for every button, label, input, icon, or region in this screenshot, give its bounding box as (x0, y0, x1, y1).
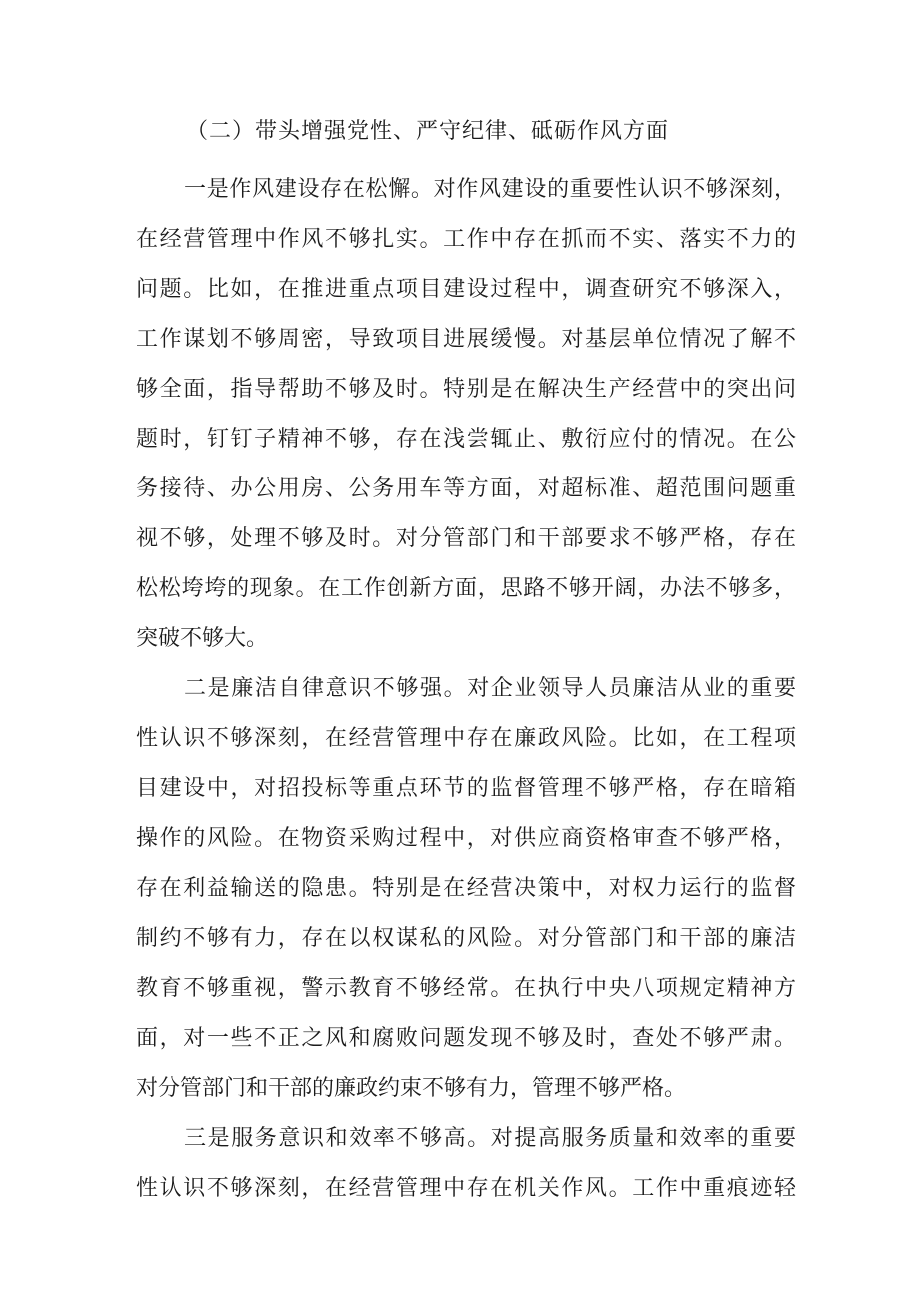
paragraph-1-line: 务接待、办公用房、公务用车等方面，对超标准、超范围问题重 (136, 476, 796, 501)
paragraph-2-line: 操作的风险。在物资采购过程中，对供应商资格审查不够严格， (136, 826, 796, 851)
paragraph-3-line: 三是服务意识和效率不够高。对提高服务质量和效率的重要 (184, 1126, 796, 1151)
paragraph-1-line: 工作谋划不够周密，导致项目进展缓慢。对基层单位情况了解不 (136, 327, 796, 352)
paragraph-1-line: 在经营管理中作风不够扎实。工作中存在抓而不实、落实不力的 (136, 227, 796, 252)
paragraph-2-line: 目建设中，对招投标等重点环节的监督管理不够严格，存在暗箱 (136, 776, 796, 801)
paragraph-1-line: 一是作风建设存在松懈。对作风建设的重要性认识不够深刻， (184, 177, 796, 202)
paragraph-1-line: 题时，钉钉子精神不够，存在浅尝辄止、敷衍应付的情况。在公 (136, 427, 796, 452)
paragraph-2-line: 教育不够重视，警示教育不够经常。在执行中央八项规定精神方 (136, 976, 796, 1001)
paragraph-3-line: 性认识不够深刻，在经营管理中存在机关作风。工作中重痕迹轻 (136, 1176, 796, 1201)
paragraph-2-line: 存在利益输送的隐患。特别是在经营决策中，对权力运行的监督 (136, 876, 796, 901)
section-heading: （二）带头增强党性、严守纪律、砥砺作风方面 (186, 119, 670, 144)
paragraph-2-line: 二是廉洁自律意识不够强。对企业领导人员廉洁从业的重要 (184, 676, 796, 701)
paragraph-2-line: 性认识不够深刻，在经营管理中存在廉政风险。比如，在工程项 (136, 726, 796, 751)
paragraph-1-line: 够全面，指导帮助不够及时。特别是在解决生产经营中的突出问 (136, 377, 796, 402)
paragraph-2-line: 制约不够有力，存在以权谋私的风险。对分管部门和干部的廉洁 (136, 926, 796, 951)
paragraph-1-line: 松松垮垮的现象。在工作创新方面，思路不够开阔，办法不够多， (136, 576, 796, 601)
paragraph-2-line: 对分管部门和干部的廉政约束不够有力，管理不够严格。 (136, 1076, 687, 1101)
paragraph-1-line: 问题。比如，在推进重点项目建设过程中，调查研究不够深入， (136, 277, 796, 302)
paragraph-1-line: 突破不够大。 (136, 626, 269, 651)
paragraph-1-line: 视不够，处理不够及时。对分管部门和干部要求不够严格，存在 (136, 526, 796, 551)
paragraph-2-line: 面，对一些不正之风和腐败问题发现不够及时，查处不够严肃。 (136, 1026, 796, 1051)
